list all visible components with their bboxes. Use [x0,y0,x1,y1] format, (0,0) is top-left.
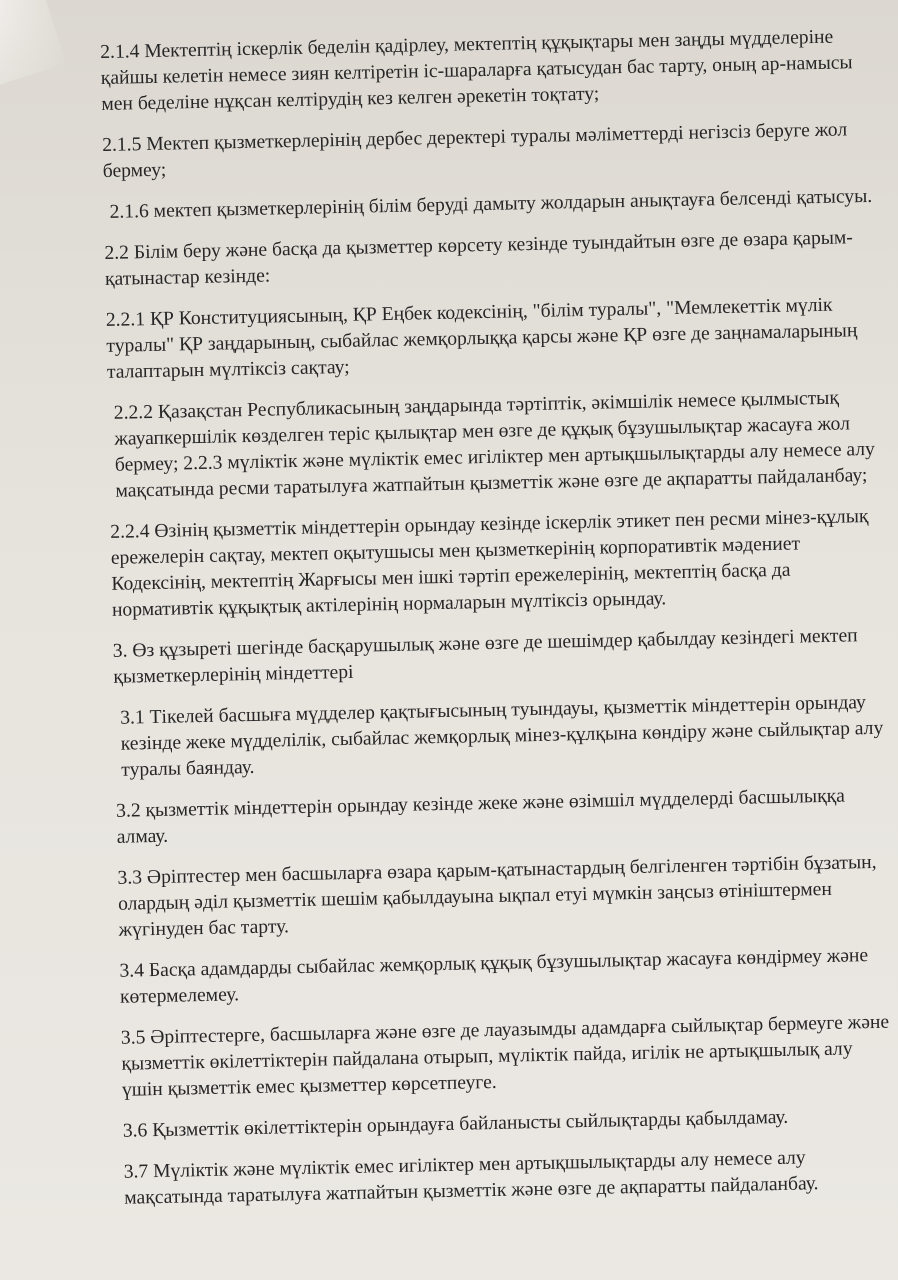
clause-2-2-2: 2.2.2 Қазақстан Республикасының заңдарында тәртіптік, әкімшілік немесе қылмыстық жауапкершілік көзделген теріс қылықтар мен өзге де құқық бұзушылықтар жасауға жол бермеу; 2.2.3 мүліктік және мүліктік емес игіліктер мен артықшылықтарды алу немесе алу мақсатында ресми таратылуға жатпайтын қызметтік және өзге де ақпаратты пайдаланбау; [113,387,876,502]
clause-2-1-4: 2.1.4 Мектептің іскерлік беделін қадірлеу, мектептің құқықтары мен заңды мүдделеріне қайшы келетін немесе зиян келтіретін іс-шараларға қатысудан бас тарту, оның ар-намысы мен беделіне нұқсан келтірудің кез келген әрекетін тоқтату; [100,26,853,115]
clause-2-1-5: 2.1.5 Мектеп қызметкерлерінің дербес деректері туралы мәліметтерді негізсіз беруге жол бермеу; [101,119,848,182]
clause-2-2-1: 2.2.1 ҚР Конституциясының, ҚР Еңбек кодексінің, "білім туралы", "Мемлекеттік мүлік туралы" ҚР заңдарының, сыбайлас жемқорлыққа қарсы және ҚР өзге де заңнамаларының талаптарын мүлтіксіз сақтау; [105,294,858,383]
clause-3-6: 3.6 Қызметтік өкілеттіктерін орындауға байланысты сыйлықтарды қабылдамау. [122,1106,789,1142]
clause-3-4: 3.4 Басқа адамдарды сыбайлас жемқорлық құқық бұзушылықтар жасауға көндірмеу және көтермелемеу. [119,945,869,1008]
section-3-heading: 3. Өз құзыреті шегінде басқарушылық және өзге де шешімдер қабылдау кезіндегі мектеп қызметкерлерінің міндеттері [112,625,858,688]
clause-2-1-6: 2.1.6 мектеп қызметкерлерінің білім беруді дамыту жолдарын анықтауға белсенді қатысуы. [109,185,873,223]
clause-3-5: 3.5 Әріптестерге, басшыларға және өзге де лауазымды адамдарға сыйлықтар бермеуге және қызметтік өкілеттіктерін пайдалана отырып, мүліктік пайда, игілік не артықшылық алу үшін қызметтік емес қызметтер көрсетпеуге. [120,1011,890,1101]
clause-2-2: 2.2 Білім беру және басқа да қызметтер көрсету кезінде туындайтын өзге де өзара қарым-қатынастар кезінде: [104,227,854,290]
clause-3-1: 3.1 Тікелей басшыға мүдделер қақтығысының туындауы, қызметтік міндеттерін орындау кезінде жеке мүдделілік, сыбайлас жемқорлық мінез-құлқына көндіру және сыйлықтар алу туралы баяндау. [119,692,884,781]
clause-3-7: 3.7 Мүліктік және мүліктік емес игіліктер мен артықшылықтарды алу немесе алу мақсатында таратылуға жатпайтын қызметтік және өзге де ақпаратты пайдаланбау. [123,1147,819,1209]
clause-2-2-4: 2.2.4 Өзінің қызметтік міндеттерін орындау кезінде іскерлік этикет пен ресми мінез-құлық ережелерін сақтау, мектеп оқытушысы мен қызметкерінің корпоративтік мәдениет Кодексінің, мектептің Жарғысы мен ішкі тәртіп ережелерінің, мектептің басқа да нормативтік құқықтық актілерінің нормаларын мүлтіксіз орындау. [110,506,869,621]
clause-3-3: 3.3 Әріптестер мен басшыларға өзара қарым-қатынастардың белгіленген тәртібін бұзатын, олардың әділ қызметтік шешім қабылдауына ықпал етуі мүмкін заңсыз өтініштермен жүгінуден бас тарту. [117,851,877,941]
document-body [100,24,895,1227]
clause-3-2: 3.2 қызметтік міндеттерін орындау кезінде жеке және өзімшіл мүдделерді басшылыққа алмау. [115,785,846,848]
